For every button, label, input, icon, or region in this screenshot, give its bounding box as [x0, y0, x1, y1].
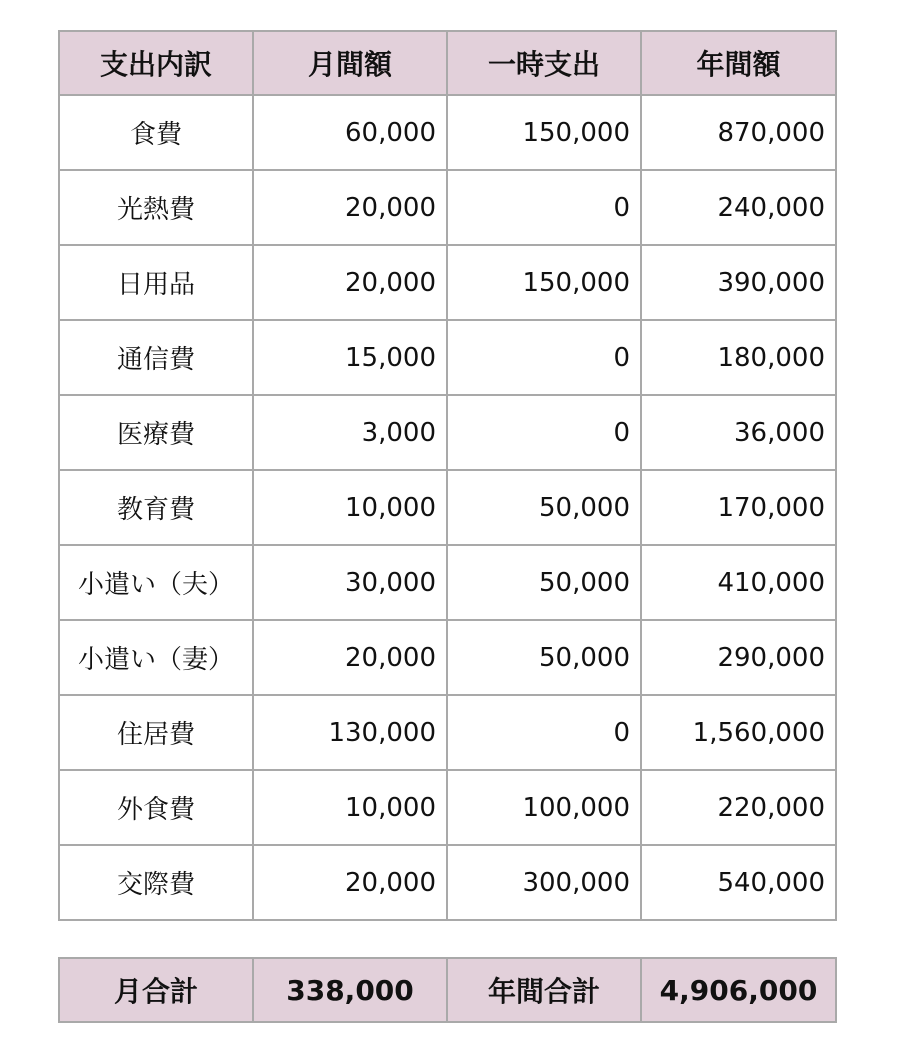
header-yearly: 年間額	[641, 31, 836, 95]
yearly-amount: 36,000	[641, 395, 836, 470]
yearly-total-value: 4,906,000	[641, 958, 836, 1022]
onetime-amount: 50,000	[447, 620, 641, 695]
row-label: 通信費	[59, 320, 253, 395]
row-label: 外食費	[59, 770, 253, 845]
onetime-amount: 0	[447, 320, 641, 395]
table-row	[59, 620, 836, 695]
row-label: 光熱費	[59, 170, 253, 245]
monthly-amount: 20,000	[253, 245, 447, 320]
row-label: 交際費	[59, 845, 253, 920]
yearly-amount: 290,000	[641, 620, 836, 695]
row-label: 日用品	[59, 245, 253, 320]
row-label: 教育費	[59, 470, 253, 545]
yearly-amount: 180,000	[641, 320, 836, 395]
monthly-amount: 30,000	[253, 545, 447, 620]
monthly-amount: 10,000	[253, 470, 447, 545]
monthly-total-value: 338,000	[253, 958, 447, 1022]
onetime-amount: 0	[447, 170, 641, 245]
onetime-amount: 0	[447, 395, 641, 470]
row-label: 食費	[59, 95, 253, 170]
onetime-amount: 150,000	[447, 245, 641, 320]
yearly-amount: 170,000	[641, 470, 836, 545]
table-row	[59, 770, 836, 845]
expense-table	[58, 30, 837, 921]
monthly-total-label: 月合計	[59, 958, 253, 1022]
onetime-amount: 300,000	[447, 845, 641, 920]
table-row	[59, 320, 836, 395]
yearly-amount: 240,000	[641, 170, 836, 245]
row-label: 医療費	[59, 395, 253, 470]
table-row	[59, 245, 836, 320]
table-row	[59, 695, 836, 770]
monthly-amount: 10,000	[253, 770, 447, 845]
monthly-amount: 60,000	[253, 95, 447, 170]
yearly-amount: 540,000	[641, 845, 836, 920]
row-label: 住居費	[59, 695, 253, 770]
row-label: 小遣い（夫）	[59, 545, 253, 620]
yearly-amount: 1,560,000	[641, 695, 836, 770]
row-label: 小遣い（妻）	[59, 620, 253, 695]
table-row	[59, 845, 836, 920]
onetime-amount: 150,000	[447, 95, 641, 170]
header-monthly: 月間額	[253, 31, 447, 95]
monthly-amount: 15,000	[253, 320, 447, 395]
table-row	[59, 395, 836, 470]
monthly-amount: 130,000	[253, 695, 447, 770]
table-row	[59, 170, 836, 245]
onetime-amount: 0	[447, 695, 641, 770]
table-row	[59, 470, 836, 545]
yearly-amount: 390,000	[641, 245, 836, 320]
monthly-amount: 20,000	[253, 620, 447, 695]
onetime-amount: 50,000	[447, 470, 641, 545]
onetime-amount: 50,000	[447, 545, 641, 620]
totals-row	[59, 958, 836, 1022]
table-row	[59, 545, 836, 620]
onetime-amount: 100,000	[447, 770, 641, 845]
header-category: 支出内訳	[59, 31, 253, 95]
monthly-amount: 20,000	[253, 845, 447, 920]
monthly-amount: 3,000	[253, 395, 447, 470]
yearly-total-label: 年間合計	[447, 958, 641, 1022]
header-onetime: 一時支出	[447, 31, 641, 95]
yearly-amount: 410,000	[641, 545, 836, 620]
totals-table	[58, 957, 837, 1023]
header-row	[59, 31, 836, 95]
table-row	[59, 95, 836, 170]
yearly-amount: 870,000	[641, 95, 836, 170]
yearly-amount: 220,000	[641, 770, 836, 845]
monthly-amount: 20,000	[253, 170, 447, 245]
